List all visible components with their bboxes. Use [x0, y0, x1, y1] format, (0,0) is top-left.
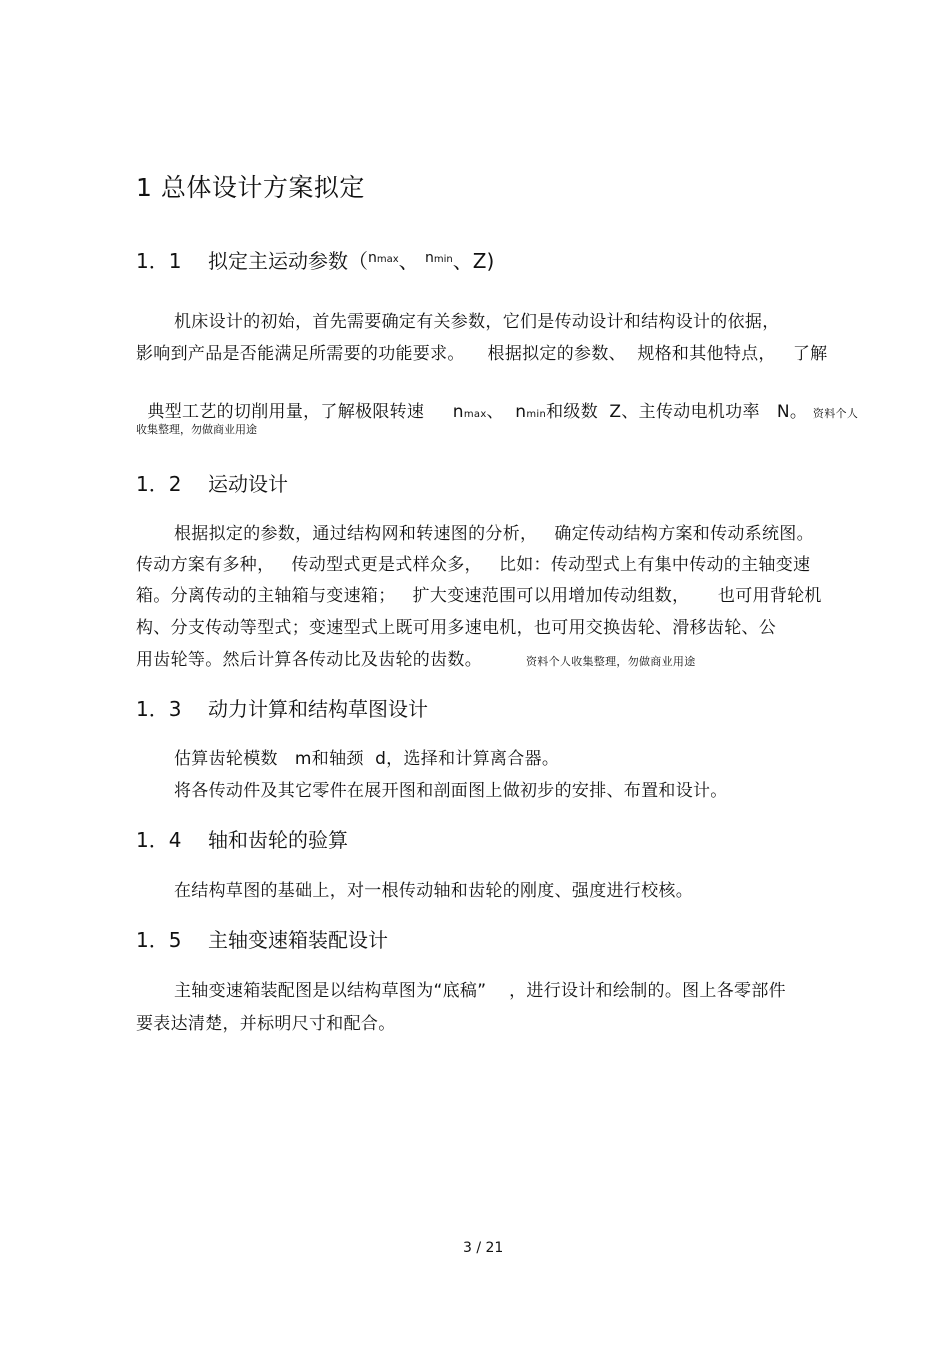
heading-text: 主轴变速箱装配设计 — [208, 928, 388, 952]
paragraph-line: 估算齿轮模数 m和轴颈 d，选择和计算离合器。 — [174, 749, 560, 769]
paragraph-line: 在结构草图的基础上，对一根传动轴和齿轮的刚度、强度进行校核。 — [174, 881, 693, 901]
watermark-note: 收集整理，勿做商业用途 — [136, 423, 257, 436]
paragraph-line — [136, 377, 858, 422]
heading-1-3 — [136, 693, 428, 722]
paragraph-line: 根据拟定的参数，通过结构网和转速图的分析， 确定传动结构方案和传动系统图。 — [174, 524, 814, 544]
paragraph-line: 影响到产品是否能满足所需要的功能要求。 根据拟定的参数、 规格和其他特点， 了解 — [136, 344, 828, 364]
heading-number: 1．4 — [136, 828, 182, 852]
heading-number: 1．3 — [136, 697, 182, 721]
symbol-n: n — [425, 250, 434, 266]
section-title: 1 总体设计方案拟定 — [136, 173, 365, 202]
watermark-note: 资料个人 — [812, 407, 859, 420]
paragraph-line: 传动方案有多种， 传动型式更是式样众多， 比如：传动型式上有集中传动的主轴变速 — [136, 555, 811, 575]
heading-1-1 — [136, 245, 494, 274]
heading-1-5 — [136, 924, 388, 953]
heading-text: 动力计算和结构草图设计 — [208, 697, 428, 721]
heading-text: 轴和齿轮的验算 — [208, 828, 348, 852]
paragraph-line: 机床设计的初始，首先需要确定有关参数，它们是传动设计和结构设计的依据， — [174, 312, 780, 332]
paragraph-line: 要表达清楚，并标明尺寸和配合。 — [136, 1014, 396, 1034]
heading-text-b: Z) — [472, 249, 495, 273]
separator: 、 — [452, 249, 473, 273]
separator: 、 — [398, 249, 419, 273]
subscript: max — [463, 409, 487, 420]
separator: 、 — [486, 402, 504, 422]
heading-number: 1．2 — [136, 472, 182, 496]
symbol-n: n — [515, 402, 527, 422]
paragraph-line: 构、分支传动等型式；变速型式上既可用多速电机，也可用交换齿轮、滑移齿轮、公 — [136, 618, 777, 638]
paragraph-line: 箱。分离传动的主轴箱与变速箱； 扩大变速范围可以用增加传动组数， 也可用背轮机 — [136, 586, 822, 606]
heading-number: 1．1 — [136, 249, 182, 273]
heading-text: 运动设计 — [208, 472, 288, 496]
subscript: min — [433, 254, 453, 265]
heading-text-a: 拟定主运动参数（ — [208, 249, 368, 273]
page-number: 3 / 21 — [463, 1240, 504, 1256]
text-segment: 用齿轮等。然后计算各传动比及齿轮的齿数。 — [136, 650, 482, 670]
text-segment: 典型工艺的切削用量，了解极限转速 — [147, 402, 425, 422]
symbol-n: n — [368, 250, 377, 266]
subscript: max — [376, 254, 399, 265]
paragraph-line: 将各传动件及其它零件在展开图和剖面图上做初步的安排、布置和设计。 — [174, 781, 728, 801]
paragraph-line — [136, 645, 696, 670]
heading-number: 1．5 — [136, 928, 182, 952]
watermark-note: 资料个人收集整理，勿做商业用途 — [526, 655, 696, 668]
subscript: min — [526, 409, 547, 420]
symbol-n: n — [452, 402, 464, 422]
text-segment: 和级数 Z、主传动电机功率 N。 — [546, 402, 808, 422]
paragraph-line: 主轴变速箱装配图是以结构草图为“底稿” ，进行设计和绘制的。图上各零部件 — [174, 981, 786, 1001]
heading-1-2 — [136, 468, 288, 497]
heading-1-4 — [136, 824, 348, 853]
